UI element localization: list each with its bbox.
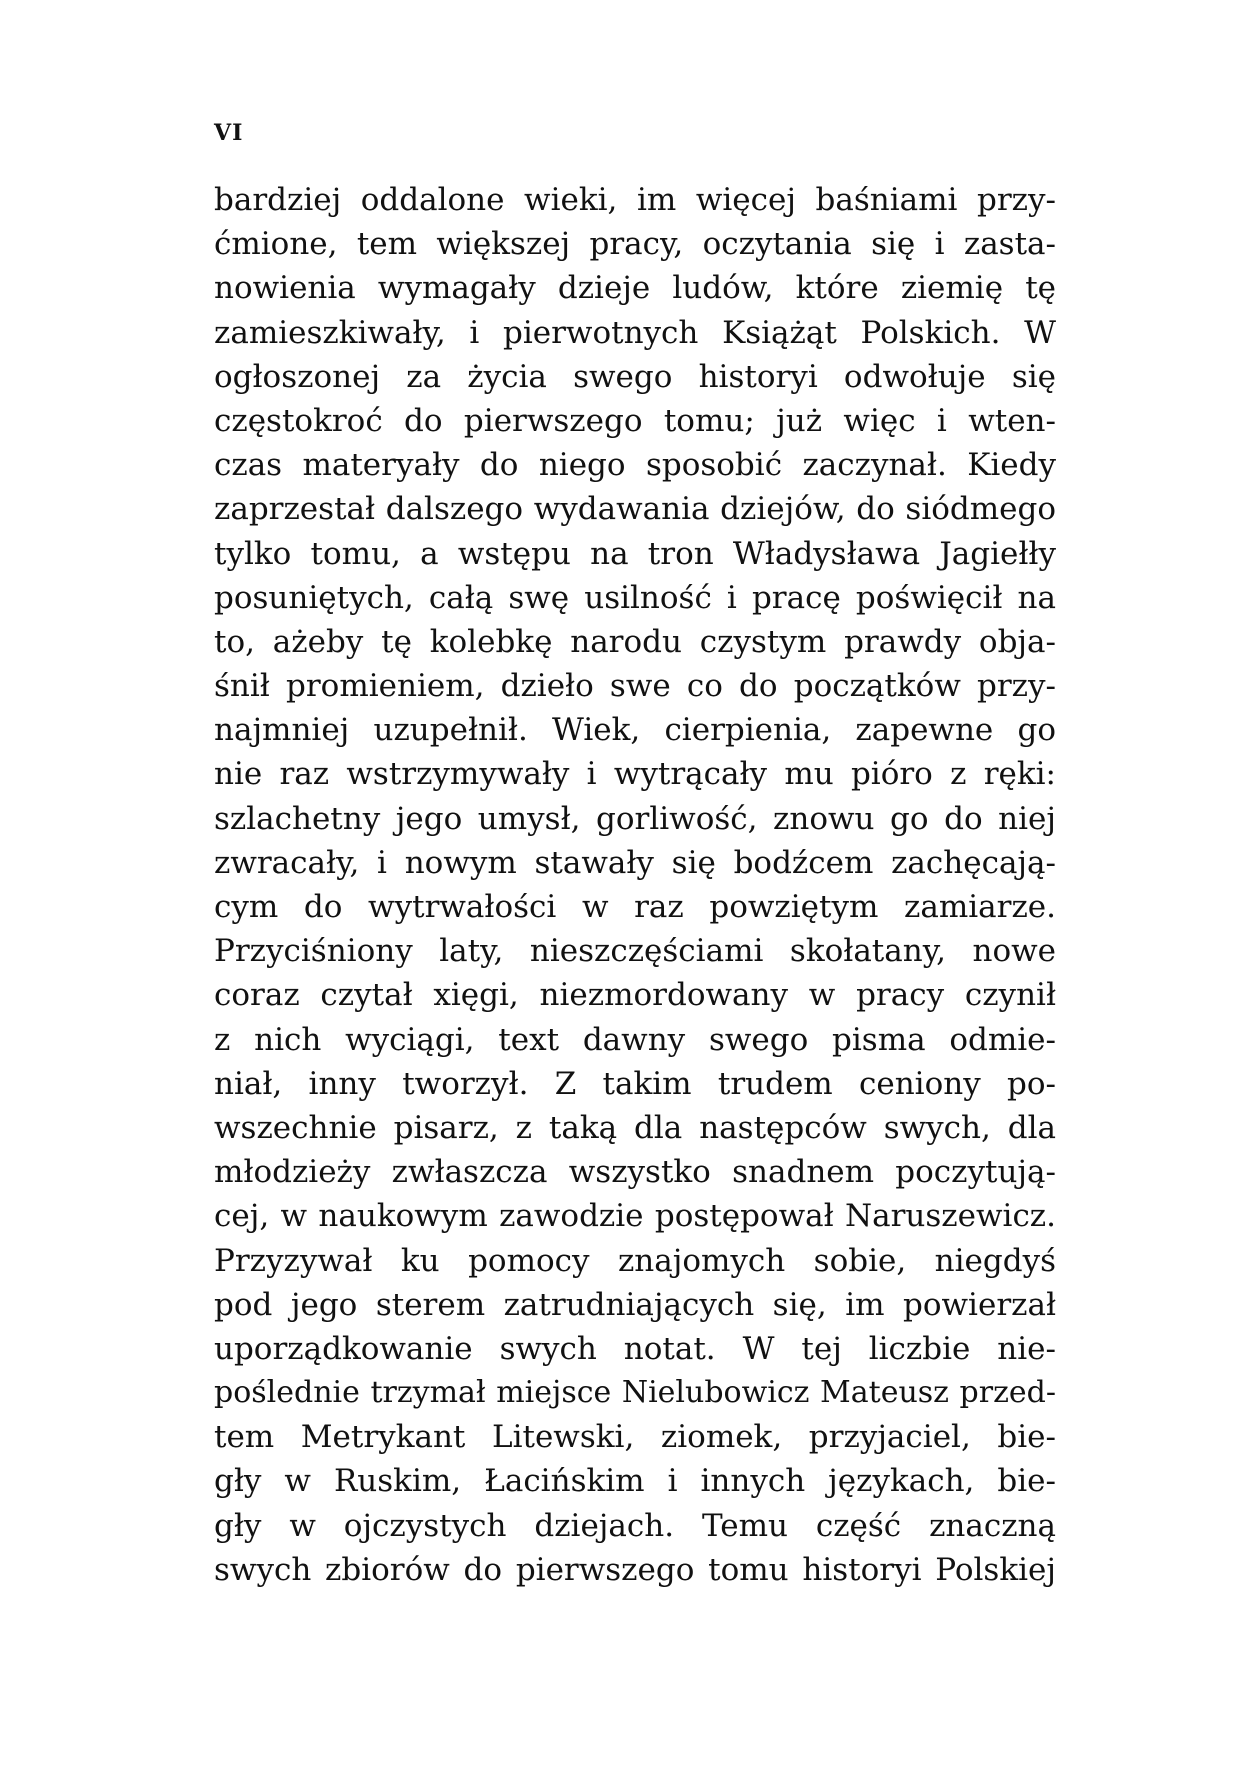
text-line: zaprzestał dalszego wydawania dziejów, do siódmego <box>214 491 1056 528</box>
text-line: Przyciśniony laty, nieszczęściami skołatany, nowe <box>214 933 1056 970</box>
text-line: częstokroć do pierwszego tomu; już więc i wten- <box>214 402 1056 439</box>
text-line: cej, w naukowym zawodzie postępował Naruszewicz. <box>214 1198 1056 1235</box>
text-line: czas materyały do niego sposobić zaczynał. Kiedy <box>214 447 1056 484</box>
text-line: szlachetny jego umysł, gorliwość, znowu go do niej <box>214 800 1056 837</box>
text-line: posuniętych, całą swę usilność i pracę poświęcił na <box>214 579 1056 616</box>
text-line: tem Metrykant Litewski, ziomek, przyjaciel, bie- <box>214 1419 1056 1456</box>
text-line: śnił promieniem, dzieło swe co do początków przy- <box>214 668 1056 705</box>
text-line: ogłoszonej za życia swego historyi odwołuje się <box>214 358 1056 395</box>
text-line: ćmione, tem większej pracy, oczytania się i zasta- <box>214 226 1056 263</box>
text-line: wszechnie pisarz, z taką dla następców swych, dla <box>214 1109 1056 1146</box>
text-line: coraz czytał xięgi, niezmordowany w pracy czynił <box>214 977 1056 1014</box>
text-line: zamieszkiwały, i pierwotnych Książąt Polskich. W <box>214 314 1056 351</box>
text-line: najmniej uzupełnił. Wiek, cierpienia, zapewne go <box>214 712 1056 749</box>
text-line: cym do wytrwałości w raz powziętym zamiarze. <box>214 889 1056 925</box>
text-line: nowienia wymagały dzieje ludów, które ziemię tę <box>214 270 1056 307</box>
text-line: nie raz wstrzymywały i wytrącały mu pióro z ręki: <box>214 756 1056 793</box>
text-line: pod jego sterem zatrudniających się, im powierzał <box>214 1286 1056 1323</box>
text-line: Przyzywał ku pomocy znajomych sobie, niegdyś <box>214 1242 1056 1279</box>
text-line: uporządkowanie swych notat. W tej liczbie nie- <box>214 1330 1056 1367</box>
body-text <box>214 178 1056 1592</box>
text-line: młodzieży zwłaszcza wszystko snadnem poczytują- <box>214 1154 1056 1191</box>
text-line: gły w ojczystych dziejach. Temu część znaczną <box>214 1507 1056 1544</box>
text-line: niał, inny tworzył. Z takim trudem ceniony po- <box>214 1065 1056 1102</box>
text-line: swych zbiorów do pierwszego tomu historyi Polskiej <box>214 1551 1056 1588</box>
text-line: gły w Ruskim, Łacińskim i innych językach, bie- <box>214 1463 1056 1500</box>
text-line: tylko tomu, a wstępu na tron Władysława Jagiełły <box>214 535 1056 572</box>
text-line: zwracały, i nowym stawały się bodźcem zachęcają- <box>214 844 1056 881</box>
text-line: bardziej oddalone wieki, im więcej baśniami przy- <box>214 182 1056 218</box>
text-line: poślednie trzymał miejsce Nielubowicz Mateusz przed- <box>214 1375 1056 1411</box>
text-line: to, ażeby tę kolebkę narodu czystym prawdy obja- <box>214 623 1056 660</box>
text-line: z nich wyciągi, text dawny swego pisma odmie- <box>214 1021 1056 1058</box>
page-number: VI <box>214 120 244 146</box>
